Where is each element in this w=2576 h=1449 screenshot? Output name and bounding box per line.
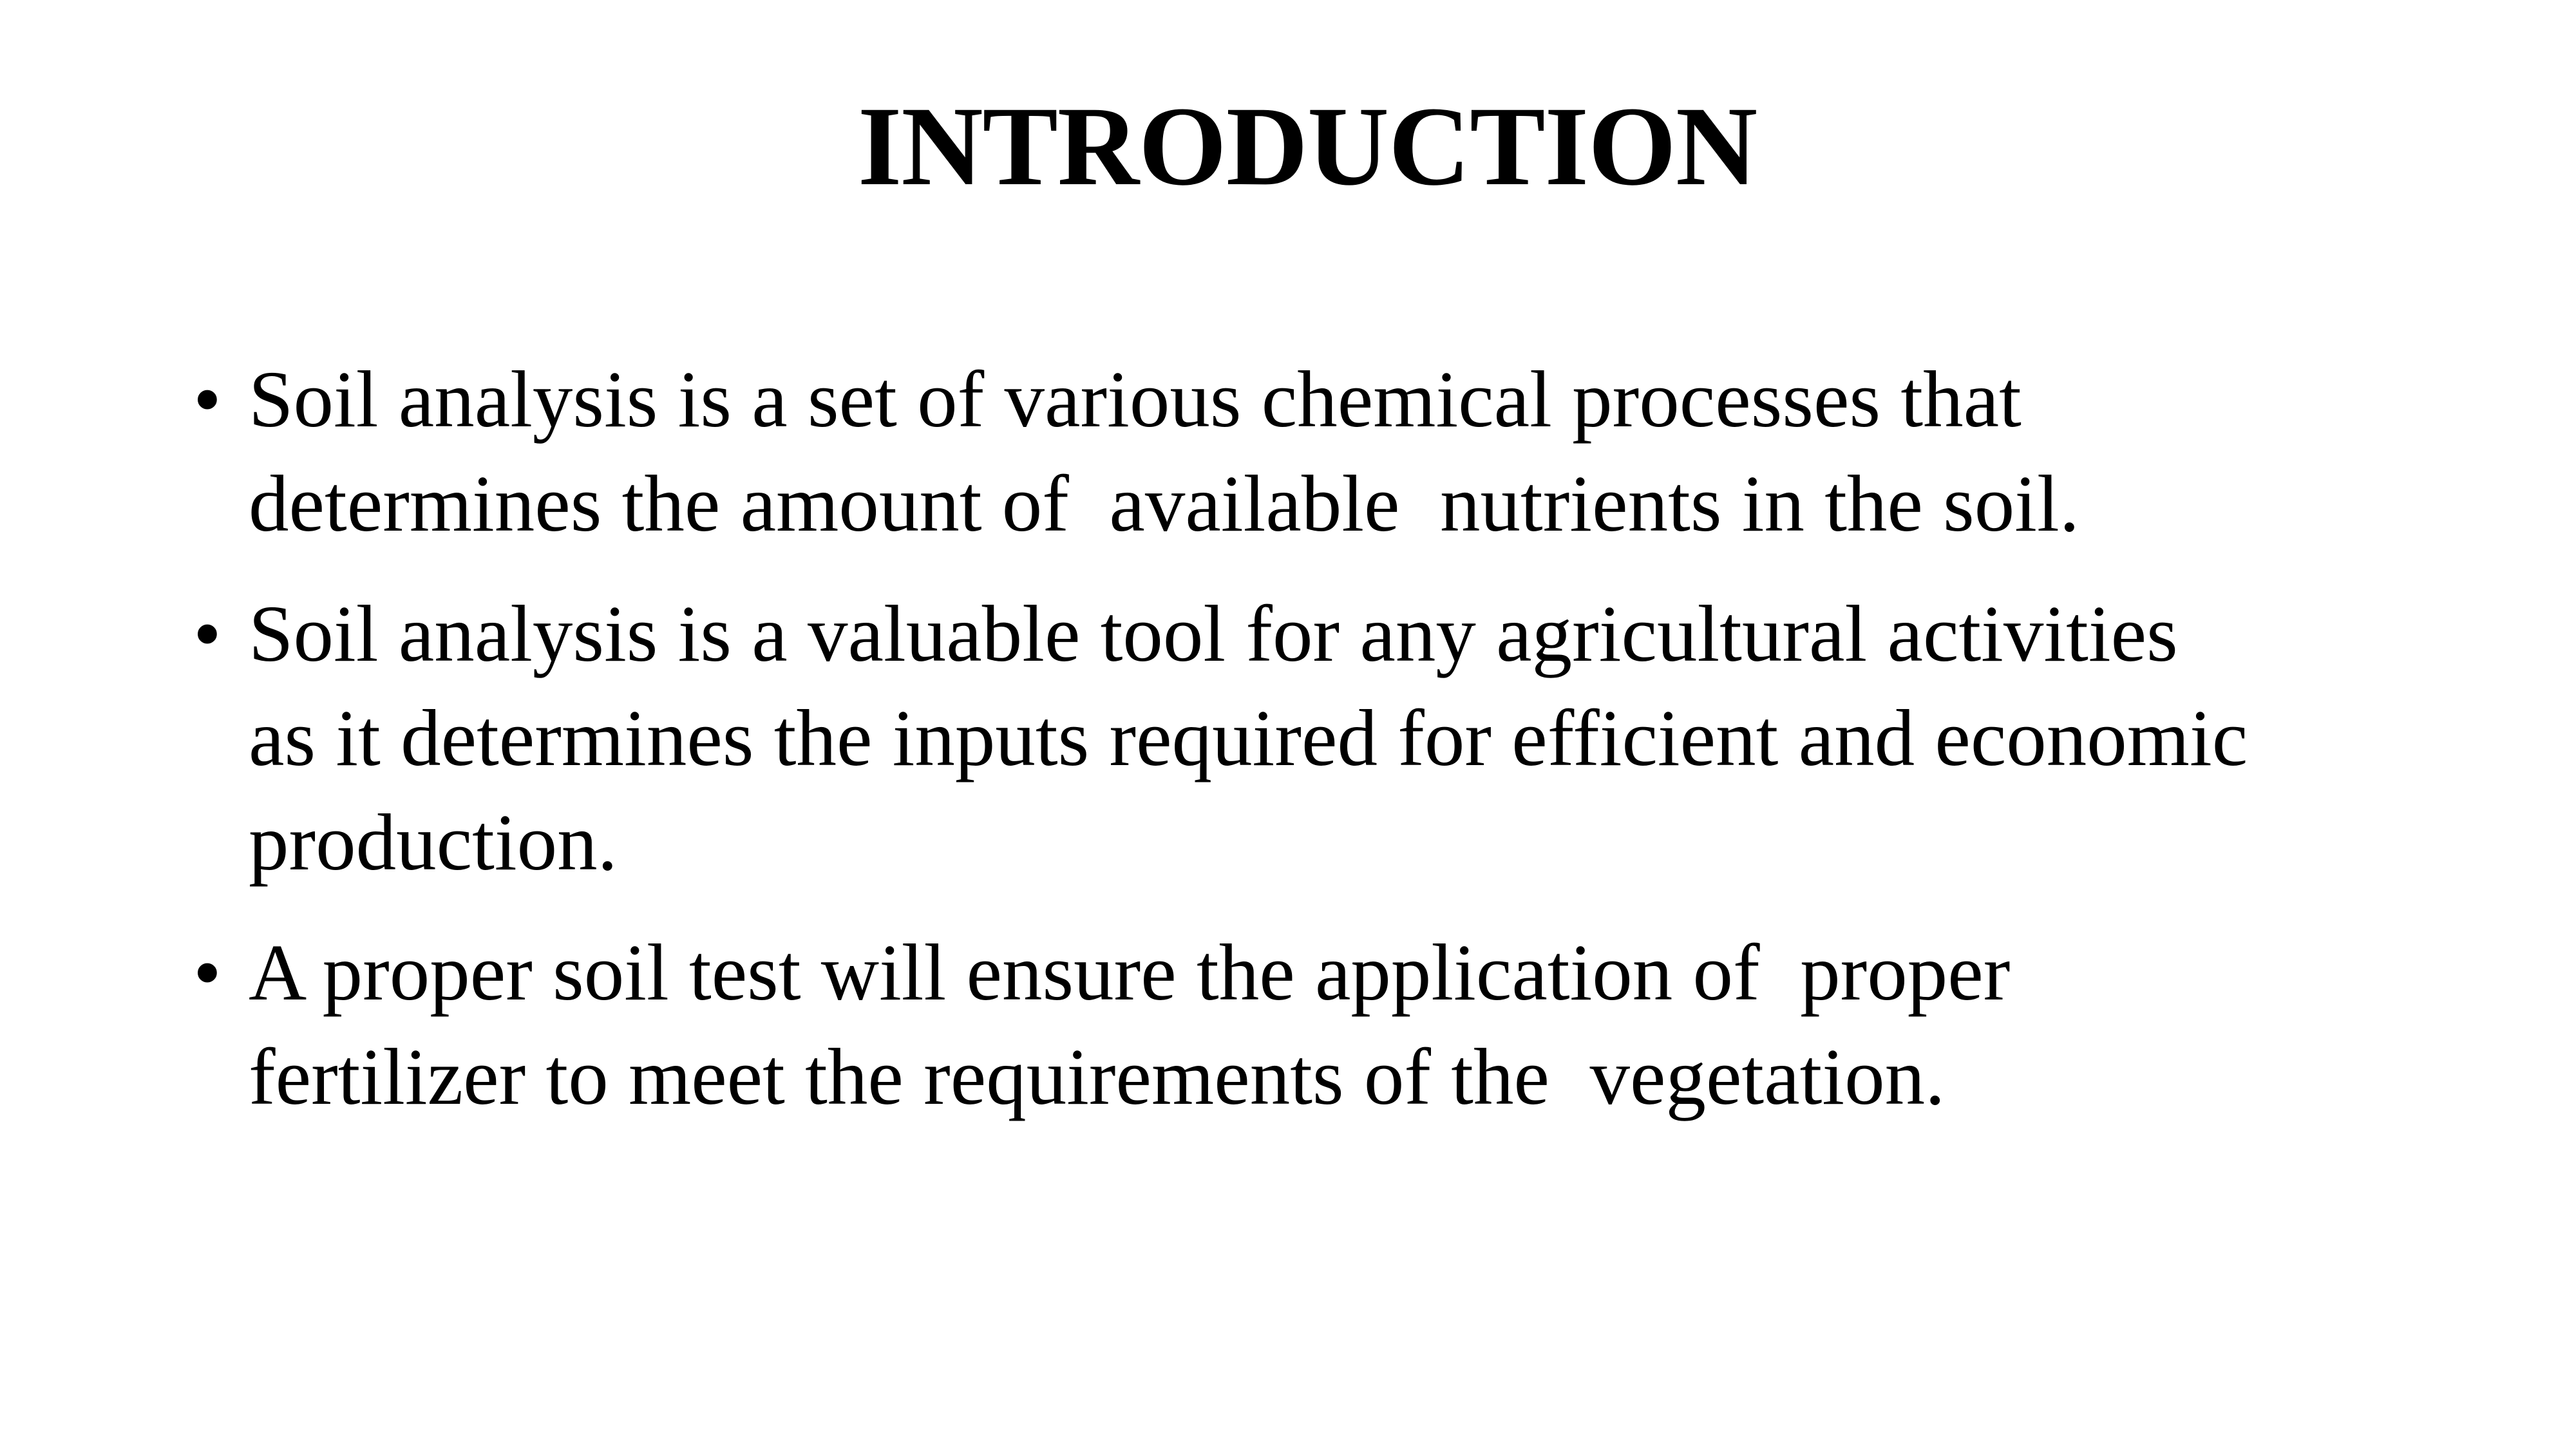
bullet-dot-icon: •	[193, 929, 222, 1018]
bullet-dot-icon: •	[193, 590, 222, 679]
bullet-text-line: production.	[249, 799, 618, 887]
bullet-text-line: determines the amount of available nutrients in the soil.	[249, 460, 2080, 549]
bullet-item-1	[193, 348, 2447, 556]
bullet-text-line: Soil analysis is a set of various chemical processes that	[249, 355, 2022, 444]
bullet-text-line: as it determines the inputs required for efficient and economic	[249, 694, 2248, 783]
bullet-text-line: fertilizer to meet the requirements of the vegetation.	[249, 1033, 1946, 1122]
bullet-item-3	[193, 921, 2447, 1130]
bullet-text-line: A proper soil test will ensure the application of proper	[249, 929, 2011, 1018]
slide-title: INTRODUCTION	[857, 84, 1757, 209]
bullet-list	[193, 348, 2447, 1155]
bullet-text-line: Soil analysis is a valuable tool for any agricultural activities	[249, 590, 2178, 679]
bullet-item-2	[193, 582, 2447, 895]
bullet-dot-icon: •	[193, 355, 222, 444]
